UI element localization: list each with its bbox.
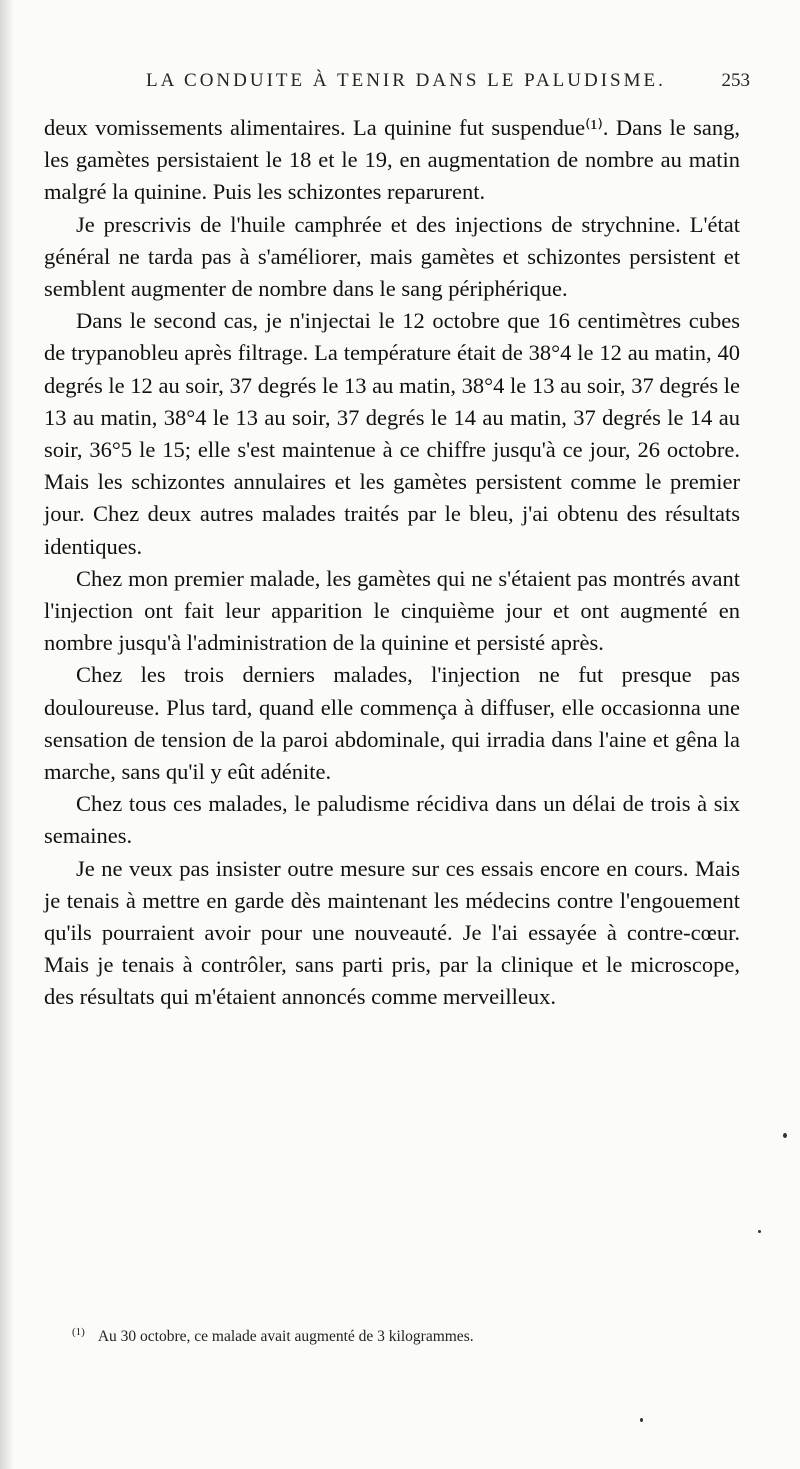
- scan-speck: [640, 1418, 643, 1422]
- footnote: [72, 1322, 712, 1347]
- paragraph-1: deux vomissements alimentaires. La quinine fut suspendue⁽¹⁾. Dans le sang, les gamètes persistaient le 18 et le 19, en augmentation de nombre au matin malgré la quinine. Puis les schizontes reparurent.: [44, 115, 740, 205]
- paragraph-7: Je ne veux pas insister outre mesure sur ces essais encore en cours. Mais je tenais à mettre en garde dès maintenant les médecins contre l'engouement qu'ils pourraient avoir pour une nouveauté. Je l'ai essayée à contre-cœur. Mais je tenais à contrôler, sans parti pris, par la clinique et le microscope, des résultats qui m'étaient annoncés comme merveilleux.: [44, 855, 740, 1010]
- body-text: [44, 112, 740, 1014]
- paragraph-4: Chez mon premier malade, les gamètes qui ne s'étaient pas montrés avant l'injection ont fait leur apparition le cinquième jour et ont augmenté en nombre jusqu'à l'administration de la quinine et persisté après.: [44, 565, 740, 656]
- page-number: 253: [721, 70, 750, 91]
- paragraph-2: Je prescrivis de l'huile camphrée et des injections de strychnine. L'état général ne tarda pas à s'améliorer, mais gamètes et schizontes persistent et semblent augmenter de nombre dans le sang périphérique.: [44, 211, 740, 302]
- scan-edge-shadow: [0, 0, 14, 1469]
- scan-speck: [758, 1230, 761, 1233]
- page-header: [60, 70, 750, 100]
- footnote-mark: (1): [72, 1326, 85, 1338]
- paragraph-6: Chez tous ces malades, le paludisme récidiva dans un délai de trois à six semaines.: [44, 791, 740, 849]
- scan-speck: [783, 1133, 787, 1138]
- running-title: LA CONDUITE À TENIR DANS LE PALUDISME.: [146, 70, 666, 91]
- paragraph-5: Chez les trois derniers malades, l'injection ne fut presque pas douloureuse. Plus tard, quand elle commença à diffuser, elle occasionna une sensation de tension de la paroi abdominale, qui irradia dans l'aine et gêna la marche, sans qu'il y eût adénite.: [44, 662, 740, 785]
- footnote-text: Au 30 octobre, ce malade avait augmenté de 3 kilogrammes.: [97, 1328, 474, 1346]
- paragraph-3: Dans le second cas, je n'injectai le 12 octobre que 16 centimètres cubes de trypanobleu après filtrage. La température était de 38°4 le 12 au matin, 40 degrés le 12 au soir, 37 degrés le 13 au matin, 38°4 le 13 au soir, 37 degrés le 13 au matin, 38°4 le 13 au soir, 37 degrés le 14 au matin, 37 degrés le 14 au soir, 36°5 le 15; elle s'est maintenue à ce chiffre jusqu'à ce jour, 26 octobre. Mais les schizontes annulaires et les gamètes persistent comme le premier jour. Chez deux autres malades traités par le bleu, j'ai obtenu des résultats identiques.: [44, 308, 740, 559]
